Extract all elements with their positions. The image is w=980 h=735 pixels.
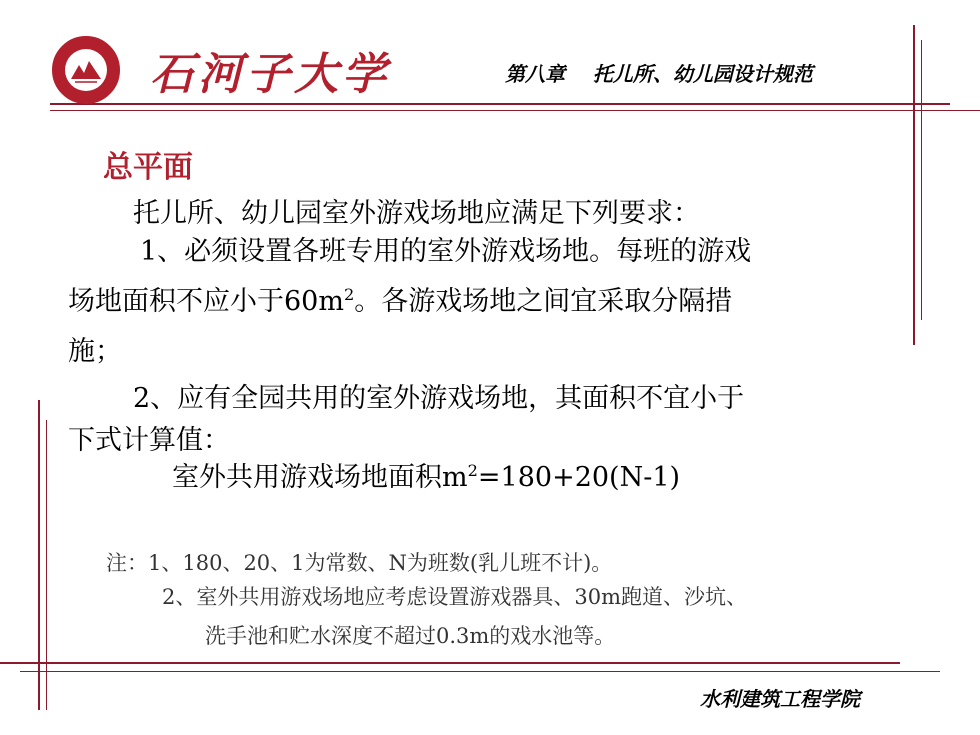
note-2-line2: 洗手池和贮水深度不超过0.3m的戏水池等。 — [205, 624, 616, 648]
note-2-line1: 2、室外共用游戏场地应考虑设置游戏器具、30m跑道、沙坑、 — [162, 585, 747, 609]
footer-rule-top — [0, 662, 900, 664]
slide-heading: 总平面 — [103, 150, 193, 185]
formula — [172, 461, 681, 493]
left-vertical-rule-2 — [46, 420, 47, 710]
header-rule-top — [50, 103, 950, 105]
item1-line2 — [68, 285, 733, 317]
formula-part2: =180+20(N-1) — [477, 462, 681, 493]
header-rule-bottom — [50, 110, 980, 111]
note-1: 注：1、180、20、1为常数、N为班数(乳儿班不计)。 — [106, 551, 613, 575]
right-vertical-rule-1 — [913, 25, 915, 345]
formula-part1: 室外共用游戏场地面积m — [172, 462, 468, 493]
item2-line2: 下式计算值： — [68, 425, 230, 456]
item2-line1: 2、应有全园共用的室外游戏场地，其面积不宜小于 — [133, 383, 745, 414]
item1-line2-part1: 场地面积不应小于60m — [68, 286, 344, 317]
college-name: 水利建筑工程学院 — [700, 687, 860, 711]
logo-emblem-icon — [65, 49, 107, 91]
university-name: 石河子大学 — [150, 49, 390, 100]
item1-line3: 施； — [68, 336, 122, 367]
item1-line2-superscript: 2 — [343, 285, 355, 304]
item1-line1: 1、必须设置各班专用的室外游戏场地。每班的游戏 — [140, 236, 752, 267]
chapter-title: 第八章 托儿所、幼儿园设计规范 — [505, 62, 813, 86]
footer-rule-bottom — [20, 671, 940, 672]
university-logo — [52, 36, 120, 104]
formula-superscript: 2 — [467, 461, 478, 480]
item1-line2-part2: 。各游戏场地之间宜采取分隔措 — [354, 286, 733, 317]
right-vertical-rule-2 — [921, 40, 922, 320]
intro-text: 托儿所、幼儿园室外游戏场地应满足下列要求： — [133, 198, 700, 229]
